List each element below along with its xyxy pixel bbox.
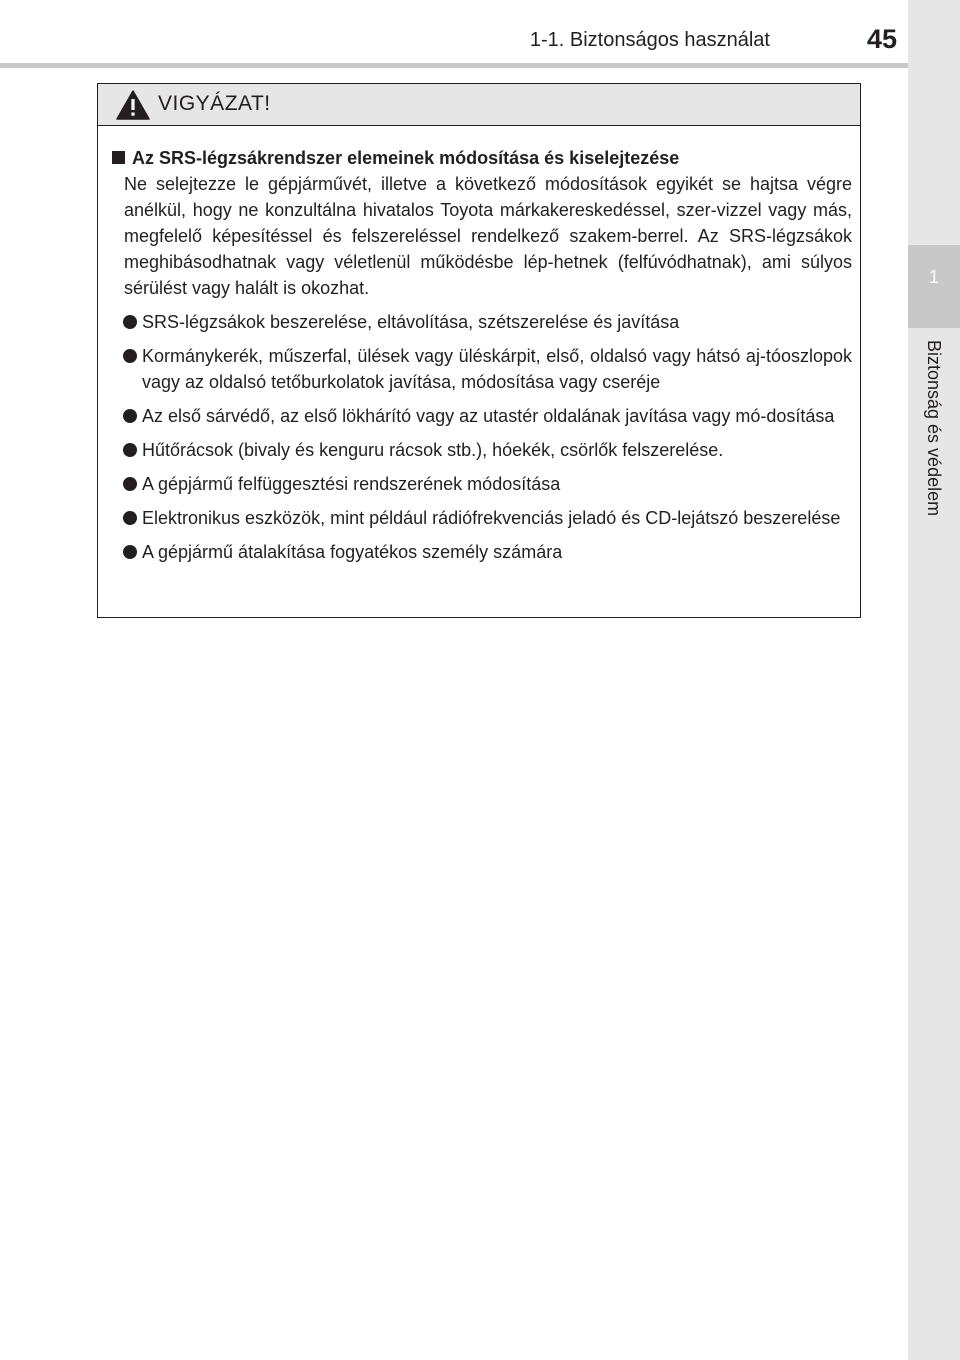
circle-bullet-icon — [123, 477, 137, 491]
section-heading-text: Az SRS-légzsákrendszer elemeinek módosítása és kiselejtezése — [132, 148, 680, 168]
list-item-text: Elektronikus eszközök, mint például rádiófrekvenciás jeladó és CD-lejátszó beszerelése — [142, 508, 841, 528]
circle-bullet-icon — [123, 315, 137, 329]
caution-paragraph: Ne selejtezze le gépjárművét, illetve a következő módosítások egyikét se hajtsa végre anélkül, hogy ne konzultálna hivatalos Toyota márkakereskedéssel, szer-vizzel vagy más, megfelelő képesítéssel és felszereléssel rendelkező szakem-berrel. Az SRS-légzsákok meghibásodhatnak vagy véletlenül működésbe lép-hetnek (felfúvódhatnak), ami súlyos sérülést vagy halált is okozhat. — [124, 174, 852, 298]
list-item — [123, 403, 852, 429]
list-item — [123, 505, 852, 531]
list-item — [123, 343, 852, 395]
list-item-text: SRS-légzsákok beszerelése, eltávolítása, szétszerelése és javítása — [142, 312, 680, 332]
header-rule — [0, 63, 908, 68]
caution-box — [97, 83, 861, 618]
warning-triangle-icon — [116, 90, 150, 120]
page-number: 45 — [866, 24, 897, 54]
chapter-number: 1 — [928, 267, 939, 287]
section-title: 1-1. Biztonságos használat — [529, 29, 770, 51]
chapter-title: Biztonság és védelem — [924, 340, 944, 517]
list-item — [123, 437, 852, 463]
list-item-text: Hűtőrácsok (bivaly és kenguru rácsok stb.), hóekék, csörlők felszerelése. — [142, 440, 724, 460]
list-item-text: A gépjármű átalakítása fogyatékos személy számára — [142, 542, 563, 562]
list-item — [123, 539, 852, 565]
caution-list — [112, 309, 852, 565]
caution-header — [98, 84, 860, 126]
list-item — [123, 471, 852, 497]
list-item — [123, 309, 852, 335]
circle-bullet-icon — [123, 349, 137, 363]
circle-bullet-icon — [123, 443, 137, 457]
list-item-text: Az első sárvédő, az első lökhárító vagy az utastér oldalának javítása vagy mó-dosítása — [142, 406, 835, 426]
list-item-text: A gépjármű felfüggesztési rendszerének módosítása — [142, 474, 561, 494]
section-heading — [112, 145, 852, 171]
caution-title: VIGYÁZAT! — [158, 92, 271, 115]
circle-bullet-icon — [123, 545, 137, 559]
circle-bullet-icon — [123, 409, 137, 423]
list-item-text: Kormánykerék, műszerfal, ülések vagy üléskárpit, első, oldalsó vagy hátsó aj-tóoszlopok vagy az oldalsó tetőburkolatok javítása, módosítása vagy cseréje — [142, 346, 852, 392]
chapter-side-tab — [908, 0, 960, 1360]
square-bullet-icon — [112, 151, 125, 164]
caution-body — [98, 126, 860, 565]
circle-bullet-icon — [123, 511, 137, 525]
